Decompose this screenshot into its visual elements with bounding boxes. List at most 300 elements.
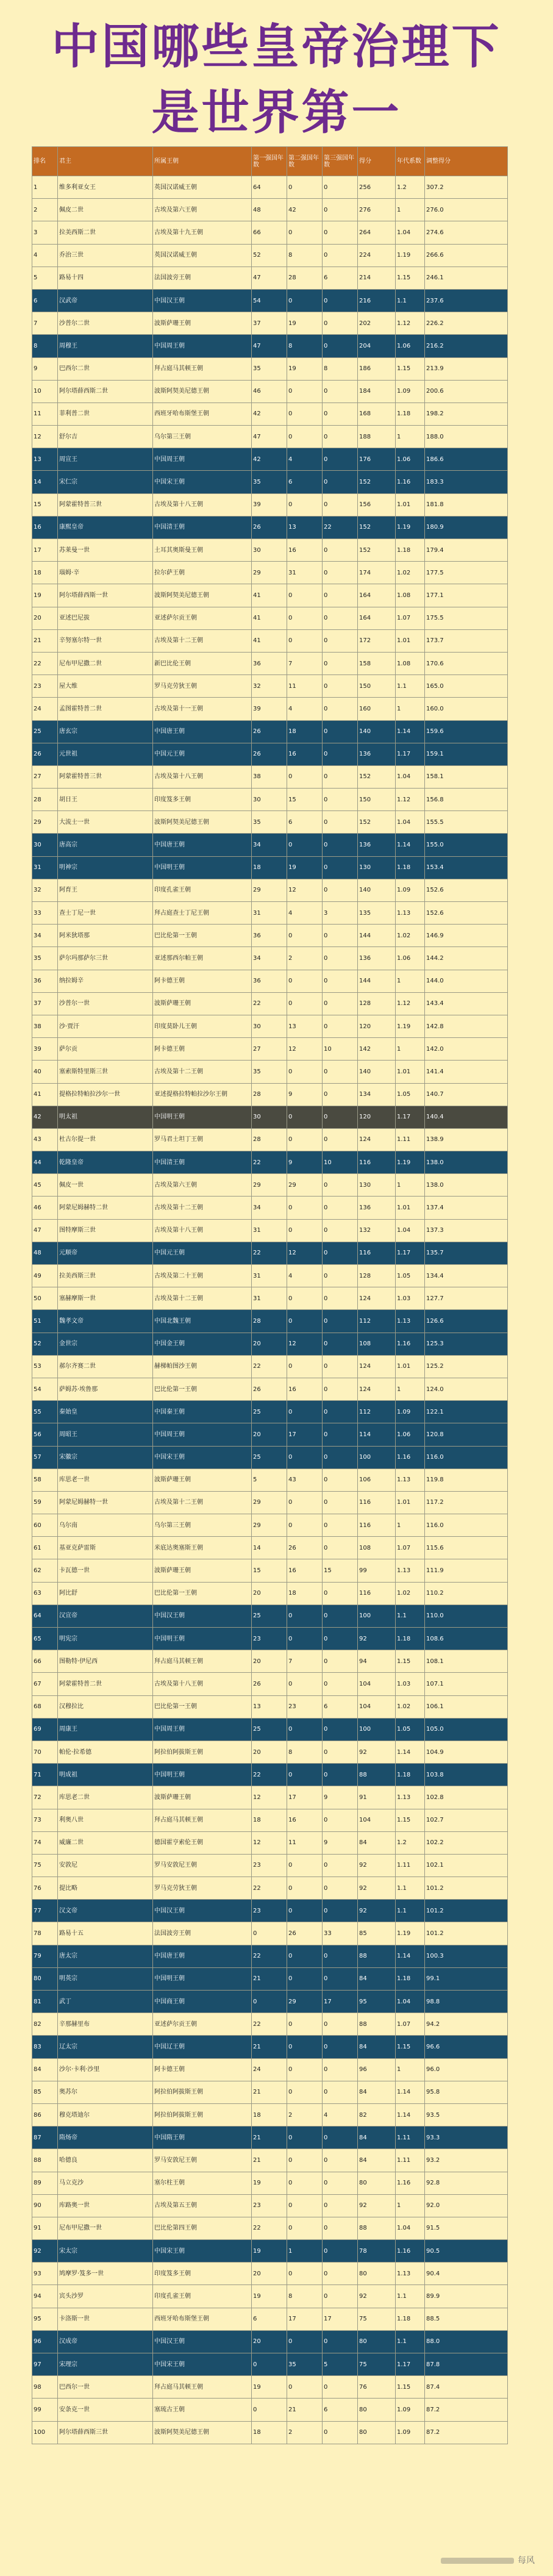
cell-adjusted-score: 92.8 — [425, 2172, 508, 2194]
cell-ruler: 帕伦·拉希德 — [58, 1741, 153, 1763]
table-row — [32, 584, 508, 607]
cell-score: 216 — [358, 289, 396, 312]
cell-first-years: 21 — [252, 2149, 287, 2172]
cell-third-years: 0 — [323, 1764, 358, 1786]
cell-third-years: 0 — [323, 743, 358, 765]
cell-second-years: 0 — [287, 584, 323, 607]
table-row — [32, 2399, 508, 2421]
cell-dynasty: 拜占庭查士丁尼王朝 — [153, 902, 252, 925]
cell-era-factor: 1.06 — [396, 335, 425, 357]
cell-first-years: 22 — [252, 1877, 287, 1900]
cell-era-factor: 1.15 — [396, 357, 425, 380]
table-row — [32, 539, 508, 562]
cell-second-years: 18 — [287, 1582, 323, 1605]
cell-adjusted-score: 126.6 — [425, 1310, 508, 1333]
table-row — [32, 493, 508, 516]
table-row — [32, 1106, 508, 1128]
cell-ruler: 周穆王 — [58, 335, 153, 357]
cell-ruler: 萨尔玛那萨尔三世 — [58, 947, 153, 970]
cell-dynasty: 中国北魏王朝 — [153, 1310, 252, 1333]
cell-third-years: 0 — [323, 1106, 358, 1128]
cell-rank: 83 — [32, 2036, 58, 2058]
cell-ruler: 周康王 — [58, 1718, 153, 1741]
cell-second-years: 17 — [287, 1423, 323, 1446]
cell-era-factor: 1.02 — [396, 1695, 425, 1718]
table-body — [32, 176, 508, 2444]
cell-first-years: 41 — [252, 607, 287, 629]
column-header-third-years: 第三强国年数 — [323, 147, 358, 176]
page-title-line-1: 中国哪些皇帝治理下 — [51, 20, 502, 74]
cell-third-years: 0 — [323, 1061, 358, 1083]
cell-score: 134 — [358, 1083, 396, 1106]
cell-second-years: 4 — [287, 448, 323, 471]
cell-ruler: 拉美西斯二世 — [58, 221, 153, 244]
cell-third-years: 0 — [323, 1083, 358, 1106]
cell-first-years: 54 — [252, 289, 287, 312]
cell-era-factor: 1.07 — [396, 2013, 425, 2036]
cell-adjusted-score: 117.2 — [425, 1491, 508, 1514]
table-row — [32, 675, 508, 698]
ranking-table — [32, 146, 508, 2444]
cell-first-years: 22 — [252, 2013, 287, 2036]
table-row — [32, 1446, 508, 1469]
cell-ruler: 唐高宗 — [58, 834, 153, 856]
cell-third-years: 0 — [323, 176, 358, 199]
cell-era-factor: 1.1 — [396, 1605, 425, 1627]
cell-score: 160 — [358, 698, 396, 720]
cell-adjusted-score: 155.5 — [425, 811, 508, 834]
cell-score: 91 — [358, 1786, 396, 1809]
cell-rank: 50 — [32, 1287, 58, 1310]
cell-second-years: 2 — [287, 947, 323, 970]
cell-dynasty: 西班牙哈布斯堡王朝 — [153, 2308, 252, 2330]
cell-first-years: 20 — [252, 1650, 287, 1673]
cell-era-factor: 1.18 — [396, 856, 425, 879]
cell-adjusted-score: 274.6 — [425, 221, 508, 244]
cell-adjusted-score: 213.9 — [425, 357, 508, 380]
cell-first-years: 0 — [252, 2399, 287, 2421]
cell-rank: 9 — [32, 357, 58, 380]
cell-rank: 22 — [32, 652, 58, 674]
cell-third-years: 10 — [323, 1151, 358, 1174]
cell-first-years: 20 — [252, 1333, 287, 1355]
cell-dynasty: 拜占庭马其顿王朝 — [153, 1809, 252, 1831]
cell-adjusted-score: 94.2 — [425, 2013, 508, 2036]
cell-era-factor: 1.14 — [396, 1945, 425, 1967]
cell-era-factor: 1.17 — [396, 2353, 425, 2376]
cell-score: 84 — [358, 2149, 396, 2172]
cell-rank: 17 — [32, 539, 58, 562]
cell-first-years: 23 — [252, 2194, 287, 2217]
cell-era-factor: 1.18 — [396, 2308, 425, 2330]
cell-first-years: 22 — [252, 2217, 287, 2239]
cell-second-years: 0 — [287, 629, 323, 652]
table-row — [32, 1718, 508, 1741]
cell-first-years: 26 — [252, 720, 287, 743]
cell-third-years: 0 — [323, 2263, 358, 2285]
table-row — [32, 1038, 508, 1061]
cell-score: 276 — [358, 199, 396, 221]
cell-ruler: 周昭王 — [58, 1423, 153, 1446]
cell-score: 128 — [358, 1265, 396, 1287]
cell-era-factor: 1.09 — [396, 380, 425, 402]
cell-era-factor: 1.15 — [396, 2036, 425, 2058]
cell-third-years: 0 — [323, 652, 358, 674]
cell-dynasty: 阿拉伯阿拔斯王朝 — [153, 2081, 252, 2103]
cell-era-factor: 1 — [396, 2058, 425, 2081]
cell-score: 80 — [358, 2172, 396, 2194]
table-row — [32, 765, 508, 788]
cell-dynasty: 中国明王朝 — [153, 1967, 252, 1990]
table-row — [32, 2330, 508, 2353]
cell-ruler: 菲利普二世 — [58, 402, 153, 425]
cell-adjusted-score: 198.2 — [425, 402, 508, 425]
cell-dynasty: 波斯阿契美尼德王朝 — [153, 380, 252, 402]
cell-first-years: 32 — [252, 675, 287, 698]
cell-ruler: 宋仁宗 — [58, 471, 153, 493]
cell-first-years: 20 — [252, 1423, 287, 1446]
cell-ruler: 屋大维 — [58, 675, 153, 698]
cell-era-factor: 1.13 — [396, 1310, 425, 1333]
cell-third-years: 0 — [323, 629, 358, 652]
table-row — [32, 176, 508, 199]
cell-third-years: 0 — [323, 1718, 358, 1741]
cell-ruler: 乌尔南 — [58, 1514, 153, 1537]
cell-era-factor: 1.11 — [396, 1128, 425, 1151]
cell-ruler: 宾头沙罗 — [58, 2285, 153, 2308]
cell-ruler: 辛那赫里布 — [58, 2013, 153, 2036]
cell-dynasty: 阿卡德王朝 — [153, 1038, 252, 1061]
cell-rank: 71 — [32, 1764, 58, 1786]
cell-score: 84 — [358, 2081, 396, 2103]
cell-third-years: 0 — [323, 1854, 358, 1877]
cell-ruler: 沙·贾汗 — [58, 1015, 153, 1037]
cell-second-years: 0 — [287, 289, 323, 312]
cell-dynasty: 中国元王朝 — [153, 743, 252, 765]
cell-second-years: 0 — [287, 1945, 323, 1967]
cell-first-years: 34 — [252, 1197, 287, 1219]
cell-era-factor: 1.16 — [396, 1333, 425, 1355]
cell-ruler: 库思老二世 — [58, 1786, 153, 1809]
cell-score: 124 — [358, 1378, 396, 1400]
cell-ruler: 明宪宗 — [58, 1628, 153, 1650]
cell-second-years: 8 — [287, 335, 323, 357]
cell-score: 164 — [358, 584, 396, 607]
cell-dynasty: 中国宋王朝 — [153, 1446, 252, 1469]
cell-first-years: 15 — [252, 1559, 287, 1582]
cell-rank: 31 — [32, 856, 58, 879]
cell-dynasty: 新巴比伦王朝 — [153, 652, 252, 674]
cell-rank: 27 — [32, 765, 58, 788]
cell-first-years: 29 — [252, 879, 287, 901]
cell-third-years: 0 — [323, 471, 358, 493]
cell-score: 100 — [358, 1718, 396, 1741]
table-row — [32, 1491, 508, 1514]
table-header — [32, 147, 508, 176]
cell-ruler: 阿蒙尼姆赫特一世 — [58, 1491, 153, 1514]
cell-score: 186 — [358, 357, 396, 380]
cell-ruler: 萨尔贡 — [58, 1038, 153, 1061]
cell-third-years: 9 — [323, 1831, 358, 1854]
cell-score: 116 — [358, 1582, 396, 1605]
cell-score: 120 — [358, 1106, 396, 1128]
cell-ruler: 查士丁尼一世 — [58, 902, 153, 925]
cell-second-years: 0 — [287, 1128, 323, 1151]
table-row — [32, 2194, 508, 2217]
cell-dynasty: 德国霍亨索伦王朝 — [153, 1831, 252, 1854]
table-row — [32, 2081, 508, 2103]
cell-rank: 68 — [32, 1695, 58, 1718]
cell-first-years: 0 — [252, 1922, 287, 1945]
cell-second-years: 35 — [287, 2353, 323, 2376]
cell-second-years: 0 — [287, 1628, 323, 1650]
cell-era-factor: 1.14 — [396, 2081, 425, 2103]
cell-adjusted-score: 159.1 — [425, 743, 508, 765]
cell-rank: 2 — [32, 199, 58, 221]
cell-third-years: 0 — [323, 811, 358, 834]
cell-second-years: 4 — [287, 1265, 323, 1287]
cell-dynasty: 塞尔柱王朝 — [153, 2172, 252, 2194]
watermark-blur — [441, 2558, 514, 2564]
cell-first-years: 5 — [252, 1469, 287, 1491]
cell-dynasty: 波斯阿契美尼德王朝 — [153, 2421, 252, 2444]
cell-dynasty: 古埃及第十八王朝 — [153, 493, 252, 516]
cell-dynasty: 法国波旁王朝 — [153, 267, 252, 289]
cell-third-years: 5 — [323, 2353, 358, 2376]
cell-second-years: 0 — [287, 380, 323, 402]
cell-era-factor: 1.15 — [396, 267, 425, 289]
cell-dynasty: 波斯萨珊王朝 — [153, 992, 252, 1015]
cell-era-factor: 1 — [396, 199, 425, 221]
table-row — [32, 1287, 508, 1310]
cell-second-years: 31 — [287, 562, 323, 584]
cell-first-years: 26 — [252, 743, 287, 765]
cell-first-years: 23 — [252, 1900, 287, 1922]
cell-era-factor: 1.04 — [396, 811, 425, 834]
cell-era-factor: 1 — [396, 1038, 425, 1061]
cell-rank: 20 — [32, 607, 58, 629]
cell-ruler: 拉美西斯三世 — [58, 1265, 153, 1287]
cell-score: 144 — [358, 925, 396, 947]
cell-score: 256 — [358, 176, 396, 199]
cell-first-years: 35 — [252, 811, 287, 834]
cell-ruler: 路易十五 — [58, 1922, 153, 1945]
cell-dynasty: 英国汉诺威王朝 — [153, 244, 252, 267]
cell-first-years: 64 — [252, 176, 287, 199]
cell-adjusted-score: 180.9 — [425, 516, 508, 538]
cell-dynasty: 古埃及第二十王朝 — [153, 1265, 252, 1287]
cell-dynasty: 中国辽王朝 — [153, 2036, 252, 2058]
cell-rank: 64 — [32, 1605, 58, 1627]
cell-score: 96 — [358, 2058, 396, 2081]
cell-ruler: 穆克塔迪尔 — [58, 2103, 153, 2126]
table-row — [32, 1922, 508, 1945]
cell-era-factor: 1.08 — [396, 652, 425, 674]
cell-rank: 32 — [32, 879, 58, 901]
cell-first-years: 31 — [252, 902, 287, 925]
table-row — [32, 970, 508, 992]
cell-third-years: 6 — [323, 267, 358, 289]
cell-era-factor: 1.04 — [396, 765, 425, 788]
cell-rank: 48 — [32, 1242, 58, 1264]
cell-dynasty: 古埃及第六王朝 — [153, 199, 252, 221]
table-row — [32, 992, 508, 1015]
cell-third-years: 0 — [323, 335, 358, 357]
cell-third-years: 0 — [323, 2217, 358, 2239]
cell-adjusted-score: 87.2 — [425, 2421, 508, 2444]
cell-adjusted-score: 137.3 — [425, 1219, 508, 1242]
table-row — [32, 1197, 508, 1219]
cell-ruler: 提格拉特帕拉沙尔一世 — [58, 1083, 153, 1106]
cell-ruler: 阿尔塔薛西斯一世 — [58, 584, 153, 607]
cell-adjusted-score: 96.6 — [425, 2036, 508, 2058]
table-row — [32, 1219, 508, 1242]
cell-rank: 78 — [32, 1922, 58, 1945]
cell-ruler: 提比略 — [58, 1877, 153, 1900]
cell-ruler: 沙尔·卡利·沙里 — [58, 2058, 153, 2081]
cell-ruler: 明英宗 — [58, 1967, 153, 1990]
cell-ruler: 阿蒙霍特普三世 — [58, 765, 153, 788]
cell-score: 108 — [358, 1537, 396, 1559]
cell-era-factor: 1.07 — [396, 1537, 425, 1559]
cell-ruler: 瑙姆·辛 — [58, 562, 153, 584]
cell-dynasty: 乌尔第三王朝 — [153, 1514, 252, 1537]
cell-rank: 100 — [32, 2421, 58, 2444]
cell-score: 140 — [358, 879, 396, 901]
cell-ruler: 元世祖 — [58, 743, 153, 765]
cell-score: 150 — [358, 789, 396, 811]
cell-third-years: 33 — [323, 1922, 358, 1945]
cell-rank: 28 — [32, 789, 58, 811]
cell-dynasty: 亚述萨尔贡王朝 — [153, 607, 252, 629]
cell-second-years: 43 — [287, 1469, 323, 1491]
cell-rank: 26 — [32, 743, 58, 765]
cell-second-years: 1 — [287, 2240, 323, 2263]
cell-ruler: 塞赫摩斯一世 — [58, 1287, 153, 1310]
cell-score: 168 — [358, 402, 396, 425]
cell-dynasty: 波斯萨珊王朝 — [153, 1559, 252, 1582]
cell-dynasty: 古埃及第十一王朝 — [153, 698, 252, 720]
cell-first-years: 26 — [252, 516, 287, 538]
cell-third-years: 0 — [323, 1628, 358, 1650]
table-row — [32, 1605, 508, 1627]
cell-second-years: 8 — [287, 2285, 323, 2308]
table-row — [32, 1967, 508, 1990]
cell-dynasty: 古埃及第十二王朝 — [153, 629, 252, 652]
cell-adjusted-score: 111.9 — [425, 1559, 508, 1582]
cell-rank: 4 — [32, 244, 58, 267]
table-row — [32, 244, 508, 267]
cell-score: 92 — [358, 1628, 396, 1650]
cell-second-years: 16 — [287, 1809, 323, 1831]
cell-score: 152 — [358, 765, 396, 788]
cell-second-years: 11 — [287, 675, 323, 698]
cell-dynasty: 波斯阿契美尼德王朝 — [153, 811, 252, 834]
cell-adjusted-score: 143.4 — [425, 992, 508, 1015]
cell-era-factor: 1.13 — [396, 902, 425, 925]
cell-dynasty: 中国汉王朝 — [153, 2330, 252, 2353]
cell-third-years: 0 — [323, 1900, 358, 1922]
table-row — [32, 2376, 508, 2399]
cell-third-years: 0 — [323, 1355, 358, 1378]
cell-first-years: 6 — [252, 2308, 287, 2330]
cell-score: 76 — [358, 2376, 396, 2399]
cell-rank: 79 — [32, 1945, 58, 1967]
cell-rank: 62 — [32, 1559, 58, 1582]
table-row — [32, 1265, 508, 1287]
cell-score: 85 — [358, 1922, 396, 1945]
table-row — [32, 1128, 508, 1151]
cell-rank: 47 — [32, 1219, 58, 1242]
cell-era-factor: 1.01 — [396, 1197, 425, 1219]
cell-third-years: 0 — [323, 1491, 358, 1514]
cell-ruler: 尼布甲尼撒一世 — [58, 2217, 153, 2239]
cell-rank: 97 — [32, 2353, 58, 2376]
cell-adjusted-score: 102.7 — [425, 1809, 508, 1831]
cell-first-years: 20 — [252, 2263, 287, 2285]
cell-rank: 43 — [32, 1128, 58, 1151]
cell-dynasty: 印度孔雀王朝 — [153, 2285, 252, 2308]
cell-adjusted-score: 200.6 — [425, 380, 508, 402]
cell-ruler: 汉宣帝 — [58, 1605, 153, 1627]
cell-first-years: 0 — [252, 1991, 287, 2013]
cell-dynasty: 古埃及第十八王朝 — [153, 1219, 252, 1242]
cell-third-years: 0 — [323, 2172, 358, 2194]
cell-era-factor: 1.16 — [396, 2240, 425, 2263]
cell-first-years: 42 — [252, 402, 287, 425]
cell-rank: 58 — [32, 1469, 58, 1491]
cell-dynasty: 古埃及第十二王朝 — [153, 1197, 252, 1219]
cell-adjusted-score: 142.0 — [425, 1038, 508, 1061]
table-row — [32, 902, 508, 925]
cell-second-years: 0 — [287, 2149, 323, 2172]
cell-rank: 38 — [32, 1015, 58, 1037]
cell-first-years: 29 — [252, 1514, 287, 1537]
cell-score: 84 — [358, 2036, 396, 2058]
cell-first-years: 29 — [252, 1174, 287, 1197]
cell-second-years: 0 — [287, 2127, 323, 2149]
table-row — [32, 1514, 508, 1537]
cell-adjusted-score: 266.6 — [425, 244, 508, 267]
cell-rank: 3 — [32, 221, 58, 244]
cell-third-years: 0 — [323, 1197, 358, 1219]
cell-ruler: 尼布甲尼撒二世 — [58, 652, 153, 674]
table-row — [32, 2240, 508, 2263]
cell-third-years: 0 — [323, 1310, 358, 1333]
cell-era-factor: 1.17 — [396, 743, 425, 765]
cell-second-years: 42 — [287, 199, 323, 221]
cell-adjusted-score: 93.3 — [425, 2127, 508, 2149]
cell-second-years: 0 — [287, 607, 323, 629]
cell-third-years: 0 — [323, 1582, 358, 1605]
cell-adjusted-score: 102.8 — [425, 1786, 508, 1809]
cell-second-years: 0 — [287, 2376, 323, 2399]
table-row — [32, 1900, 508, 1922]
cell-era-factor: 1.01 — [396, 629, 425, 652]
cell-first-years: 19 — [252, 2240, 287, 2263]
cell-rank: 72 — [32, 1786, 58, 1809]
cell-ruler: 阿尔塔薛西斯三世 — [58, 2421, 153, 2444]
cell-adjusted-score: 186.6 — [425, 448, 508, 471]
cell-ruler: 沙普尔一世 — [58, 992, 153, 1015]
cell-adjusted-score: 120.8 — [425, 1423, 508, 1446]
cell-third-years: 0 — [323, 970, 358, 992]
cell-rank: 87 — [32, 2127, 58, 2149]
cell-rank: 29 — [32, 811, 58, 834]
table-row — [32, 448, 508, 471]
cell-era-factor: 1.17 — [396, 1106, 425, 1128]
table-row — [32, 2217, 508, 2239]
